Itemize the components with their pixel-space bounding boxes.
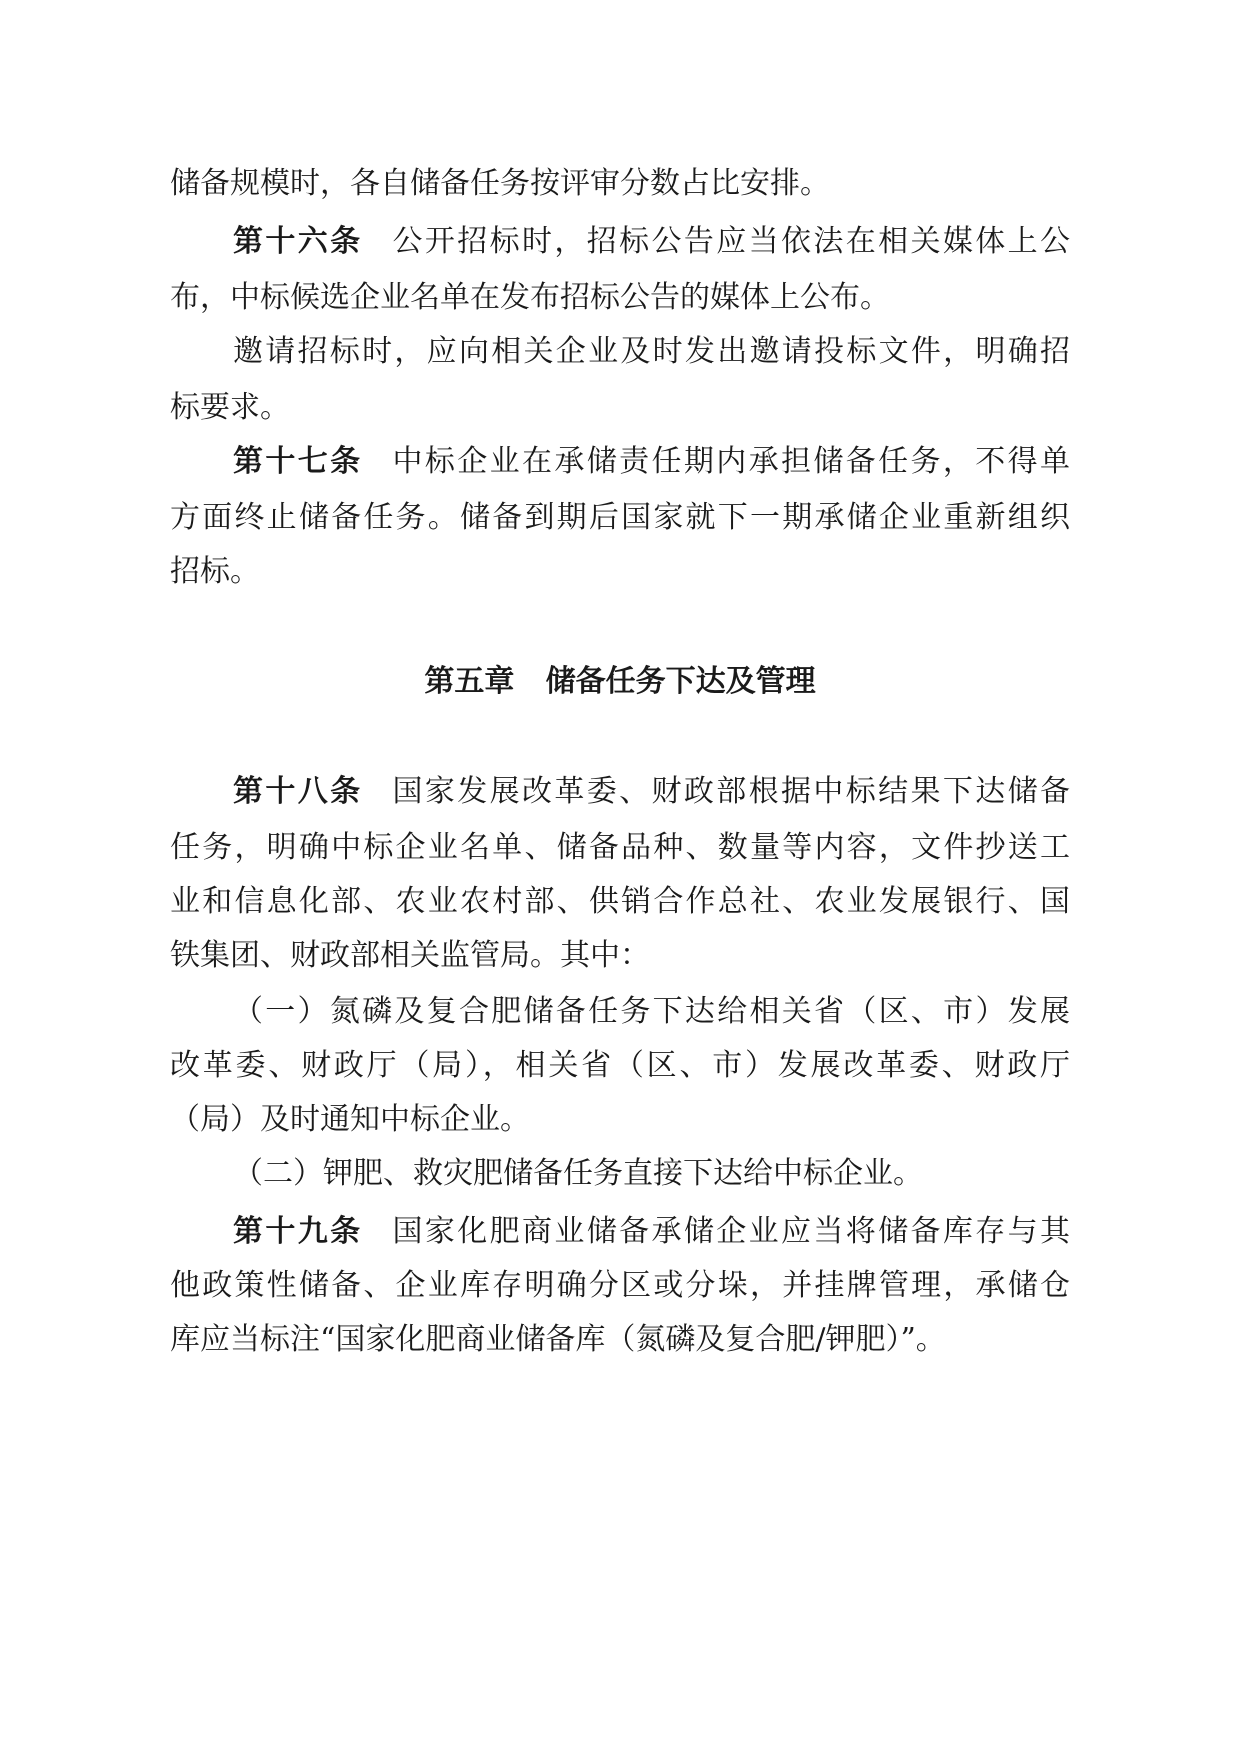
- article-18-item-1-line-1: （一）氮磷及复合肥储备任务下达给相关省（区、市）发展: [233, 994, 1070, 1029]
- chapter-heading: [0, 662, 1240, 702]
- article-16-text-1: 公开招标时，招标公告应当依法在相关媒体上公: [392, 224, 1070, 259]
- article-16-heading: 第十六条: [233, 224, 363, 259]
- article-18-item-2-line-1: （二）钾肥、救灾肥储备任务直接下达给中标企业。: [233, 1156, 923, 1191]
- article-17-heading: 第十七条: [233, 444, 363, 479]
- article-18-line-4: 铁集团、财政部相关监管局。其中：: [170, 938, 650, 973]
- article-19-heading: 第十九条: [233, 1214, 363, 1249]
- article-18-line-3: 业和信息化部、农业农村部、供销合作总社、农业发展银行、国: [170, 884, 1070, 919]
- article-19-text-1: 国家化肥商业储备承储企业应当将储备库存与其: [392, 1214, 1070, 1249]
- article-18-heading: 第十八条: [233, 774, 363, 809]
- article-19-line-2: 他政策性储备、企业库存明确分区或分垛，并挂牌管理，承储仓: [170, 1268, 1070, 1303]
- article-16-line-2: 布，中标候选企业名单在发布招标公告的媒体上公布。: [170, 280, 890, 315]
- article-17-line-2: 方面终止储备任务。储备到期后国家就下一期承储企业重新组织: [170, 500, 1070, 535]
- article-18-item-1-line-3: （局）及时通知中标企业。: [170, 1102, 530, 1137]
- article-18-line-2: 任务，明确中标企业名单、储备品种、数量等内容，文件抄送工: [170, 830, 1070, 865]
- carry-over-line: 储备规模时，各自储备任务按评审分数占比安排。: [170, 166, 830, 201]
- chapter-number: 第五章: [424, 664, 515, 699]
- chapter-title: 储备任务下达及管理: [545, 664, 816, 699]
- article-16-line-1: [233, 222, 1070, 262]
- article-17-line-1: [233, 442, 1070, 482]
- article-18-item-1-line-2: 改革委、财政厅（局），相关省（区、市）发展改革委、财政厅: [170, 1048, 1070, 1083]
- article-18-line-1: [233, 772, 1070, 812]
- article-17-line-3: 招标。: [170, 554, 260, 589]
- article-19-line-3: 库应当标注“国家化肥商业储备库（氮磷及复合肥/钾肥）”。: [170, 1322, 946, 1357]
- article-17-text-1: 中标企业在承储责任期内承担储备任务，不得单: [392, 444, 1070, 479]
- article-16-para-2-line-1: 邀请招标时，应向相关企业及时发出邀请投标文件，明确招: [233, 334, 1070, 369]
- article-18-text-1: 国家发展改革委、财政部根据中标结果下达储备: [392, 774, 1070, 809]
- article-19-line-1: [233, 1212, 1070, 1252]
- article-16-para-2-line-2: 标要求。: [170, 390, 290, 425]
